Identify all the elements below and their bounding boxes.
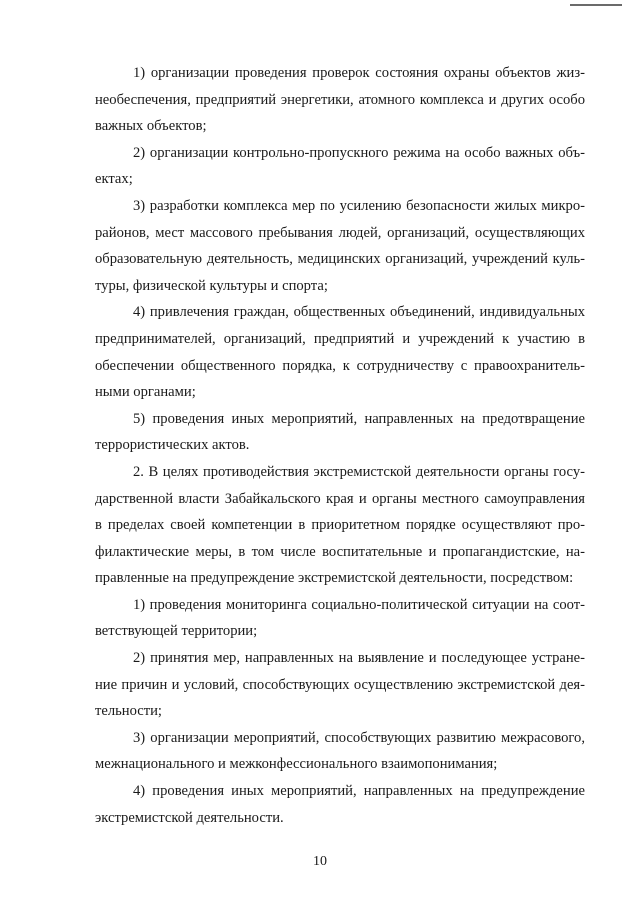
text-line: экстремистской деятельности. bbox=[95, 809, 284, 826]
text-line: 2. В целях противодействия экстремистской деятельности органы госу- bbox=[133, 463, 585, 480]
paragraph-p-1-1 bbox=[95, 60, 585, 140]
text-line: 3) разработки комплекса мер по усилению безопасности жилых микро- bbox=[133, 197, 585, 214]
page-number: 10 bbox=[313, 854, 327, 869]
text-line: 3) организации мероприятий, способствующих развитию межрасового, bbox=[133, 729, 585, 746]
text-line: ветствующей территории; bbox=[95, 623, 258, 640]
text-line: 2) организации контрольно-пропускного режима на особо важных объ- bbox=[133, 144, 585, 161]
text-line: тельности; bbox=[95, 703, 162, 720]
text-line: районов, мест массового пребывания людей, организаций, осуществляющих bbox=[95, 224, 585, 241]
text-line: обеспечении общественного порядка, к сотрудничеству с правоохранитель- bbox=[95, 357, 585, 374]
text-line: ние причин и условий, способствующих осуществлению экстремистской дея- bbox=[95, 676, 585, 693]
text-line: дарственной власти Забайкальского края и органы местного самоуправления bbox=[95, 490, 585, 507]
paragraph-p-1-2 bbox=[95, 140, 585, 193]
text-line: ектах; bbox=[95, 171, 133, 188]
paragraph-p-1-4 bbox=[95, 299, 585, 405]
text-line: в пределах своей компетенции в приоритетном порядке осуществляют про- bbox=[95, 517, 585, 534]
text-line: межнационального и межконфессионального взаимопонимания; bbox=[95, 756, 498, 773]
paragraph-p-2 bbox=[95, 459, 585, 592]
paragraph-p-1-5 bbox=[95, 406, 585, 459]
paragraph-p-2-4 bbox=[95, 778, 585, 831]
paragraph-p-1-3 bbox=[95, 193, 585, 299]
paragraph-p-2-2 bbox=[95, 645, 585, 725]
paragraph-p-2-1 bbox=[95, 592, 585, 645]
text-line: 1) организации проведения проверок состояния охраны объектов жиз- bbox=[133, 65, 585, 81]
header-rule bbox=[570, 4, 622, 6]
paragraph-p-2-3 bbox=[95, 725, 585, 778]
text-line: ными органами; bbox=[95, 384, 196, 401]
text-line: необеспечения, предприятий энергетики, атомного комплекса и других особо bbox=[95, 91, 585, 108]
text-line: 2) принятия мер, направленных на выявление и последующее устране- bbox=[133, 650, 585, 667]
text-line: террористических актов. bbox=[95, 437, 250, 454]
text-line: правленные на предупреждение экстремистской деятельности, посредством: bbox=[95, 570, 574, 587]
text-line: филактические меры, в том числе воспитательные и пропагандистские, на- bbox=[95, 543, 585, 560]
text-line: предпринимателей, организаций, предприятий и учреждений к участию в bbox=[95, 330, 585, 347]
text-line: важных объектов; bbox=[95, 118, 207, 135]
document-body bbox=[95, 60, 585, 831]
text-line: образовательную деятельность, медицинских организаций, учреждений куль- bbox=[95, 251, 585, 268]
text-line: 4) привлечения граждан, общественных объединений, индивидуальных bbox=[133, 304, 585, 321]
text-line: 4) проведения иных мероприятий, направленных на предупреждение bbox=[133, 783, 585, 800]
text-line: 1) проведения мониторинга социально-политической ситуации на соот- bbox=[133, 596, 585, 613]
text-line: туры, физической культуры и спорта; bbox=[95, 277, 328, 294]
text-line: 5) проведения иных мероприятий, направленных на предотвращение bbox=[133, 410, 585, 427]
